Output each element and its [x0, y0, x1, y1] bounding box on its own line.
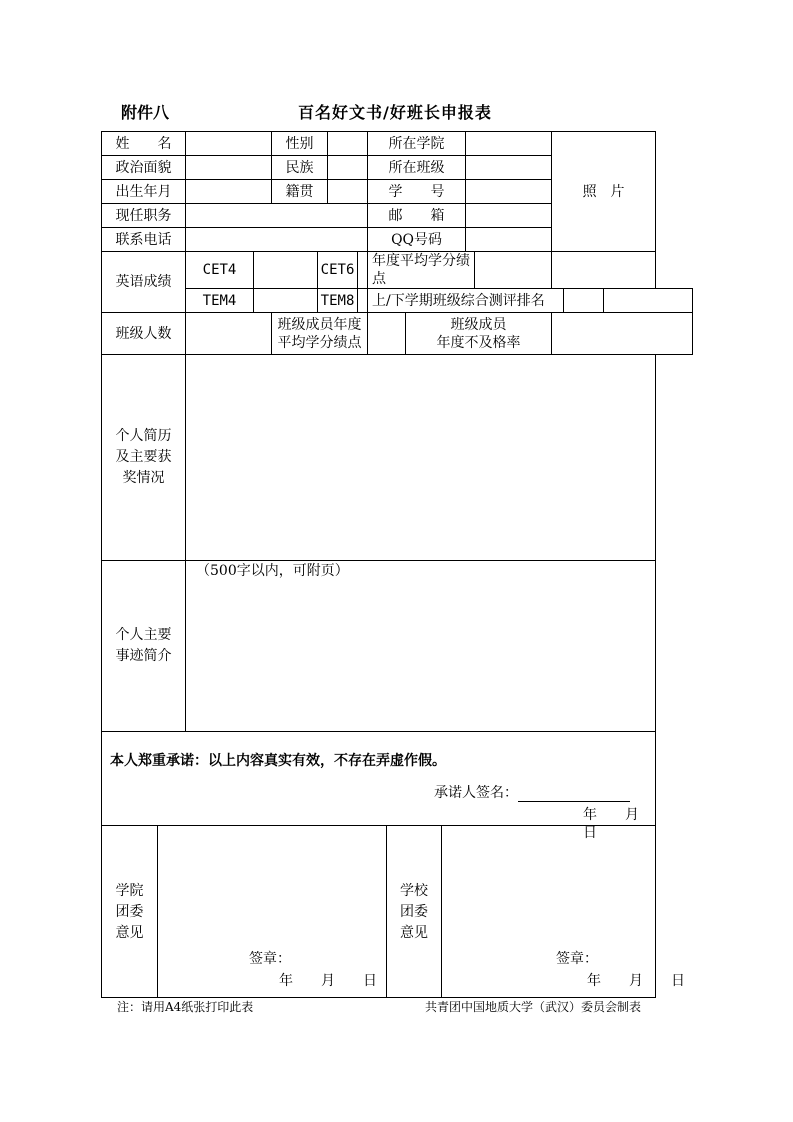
label-email: 邮 箱: [368, 204, 466, 228]
annual-gpa-field[interactable]: [475, 252, 552, 289]
promise-sign-row: [434, 784, 630, 802]
photo-label: 照 片: [582, 183, 625, 200]
label-birth: 出生年月: [102, 180, 186, 204]
label-class-count: 班级人数: [102, 313, 186, 355]
rank-field-1[interactable]: [564, 289, 604, 313]
deeds-line1: 个人主要: [115, 627, 172, 643]
label-tem4: TEM4: [186, 289, 254, 313]
class-gpa-field[interactable]: [368, 313, 406, 355]
promise-sign-label: 承诺人签名：: [434, 785, 518, 801]
qq-field[interactable]: [466, 228, 552, 252]
phone-field[interactable]: [186, 228, 368, 252]
label-name: 姓 名: [102, 132, 186, 156]
college-field[interactable]: [466, 132, 552, 156]
resume-field[interactable]: [186, 355, 656, 561]
label-student-id: 学 号: [368, 180, 466, 204]
label-english: 英语成绩: [102, 252, 186, 313]
school-opinion-label: [387, 826, 442, 998]
school-opinion-line2: 团委: [400, 903, 428, 920]
native-field[interactable]: [328, 180, 368, 204]
college-date[interactable]: 年 月 日: [279, 973, 377, 989]
label-cet6: CET6: [318, 252, 358, 289]
label-annual-gpa: 年度平均学分绩点: [368, 252, 475, 289]
tem8-field[interactable]: [358, 289, 368, 313]
college-opinion-line3: 意见: [115, 924, 144, 941]
school-opinion-line3: 意见: [400, 924, 428, 941]
label-ethnicity: 民族: [272, 156, 328, 180]
college-opinion-field[interactable]: [158, 826, 387, 998]
label-cet4: CET4: [186, 252, 254, 289]
footer-maker: 共青团中国地质大学（武汉）委员会制表: [425, 1000, 642, 1014]
label-deeds: [102, 561, 186, 732]
label-position: 现任职务: [102, 204, 186, 228]
attachment-label: 附件八: [121, 103, 170, 122]
form-title: 百名好文书/好班长申报表: [298, 103, 492, 122]
school-date[interactable]: 年 月 日: [587, 973, 685, 989]
photo-box[interactable]: [552, 132, 656, 252]
rank-field-2[interactable]: [604, 289, 693, 313]
class-count-field[interactable]: [186, 313, 272, 355]
promise-date[interactable]: 年 月 日: [583, 807, 667, 841]
birth-field[interactable]: [186, 180, 272, 204]
annual-gpa-field-2[interactable]: [552, 252, 656, 289]
footer-note: 注：请用A4纸张打印此表: [117, 1000, 254, 1014]
label-class: 所在班级: [368, 156, 466, 180]
college-opinion-line2: 团委: [115, 903, 144, 920]
promise-statement: 本人郑重承诺：以上内容真实有效，不存在弄虚作假。: [110, 753, 446, 769]
label-native: 籍贯: [272, 180, 328, 204]
label-tem8: TEM8: [318, 289, 358, 313]
promise-block: [102, 732, 667, 841]
cet4-field[interactable]: [254, 252, 318, 289]
label-qq: QQ号码: [368, 228, 466, 252]
student-id-field[interactable]: [466, 180, 552, 204]
application-form-table: [101, 131, 693, 998]
resume-line2: 及主要获: [115, 449, 172, 465]
gender-field[interactable]: [328, 132, 368, 156]
label-class-gpa: [272, 313, 368, 355]
label-resume: [102, 355, 186, 561]
label-rank: 上/下学期班级综合测评排名: [368, 289, 564, 313]
school-stamp: 签章：: [556, 951, 598, 967]
resume-line1: 个人简历: [115, 428, 172, 444]
position-field[interactable]: [186, 204, 368, 228]
label-college: 所在学院: [368, 132, 466, 156]
signature-line[interactable]: [518, 787, 630, 802]
resume-line3: 奖情况: [122, 470, 165, 486]
email-field[interactable]: [466, 204, 552, 228]
deeds-line2: 事迹简介: [115, 648, 172, 664]
political-field[interactable]: [186, 156, 272, 180]
tem4-field[interactable]: [254, 289, 318, 313]
opinions-row: [102, 826, 685, 998]
school-opinion-line1: 学校: [400, 882, 428, 899]
name-field[interactable]: [186, 132, 272, 156]
class-field[interactable]: [466, 156, 552, 180]
ethnicity-field[interactable]: [328, 156, 368, 180]
fail-rate-line2: 年度不及格率: [436, 334, 521, 351]
fail-rate-line1: 班级成员: [450, 316, 507, 333]
class-gpa-line1: 班级成员年度: [277, 316, 362, 333]
label-fail-rate: [406, 313, 552, 355]
label-gender: 性别: [272, 132, 328, 156]
college-opinion-label: [102, 826, 158, 998]
class-gpa-line2: 平均学分绩点: [277, 334, 362, 351]
label-phone: 联系电话: [102, 228, 186, 252]
fail-rate-field[interactable]: [552, 313, 693, 355]
deeds-field[interactable]: [186, 561, 656, 732]
deeds-note: （500字以内，可附页）: [196, 563, 349, 579]
school-opinion-field[interactable]: [442, 826, 693, 998]
college-stamp: 签章：: [249, 951, 291, 967]
label-political: 政治面貌: [102, 156, 186, 180]
cet6-field[interactable]: [358, 252, 368, 289]
college-opinion-line1: 学院: [115, 882, 144, 899]
